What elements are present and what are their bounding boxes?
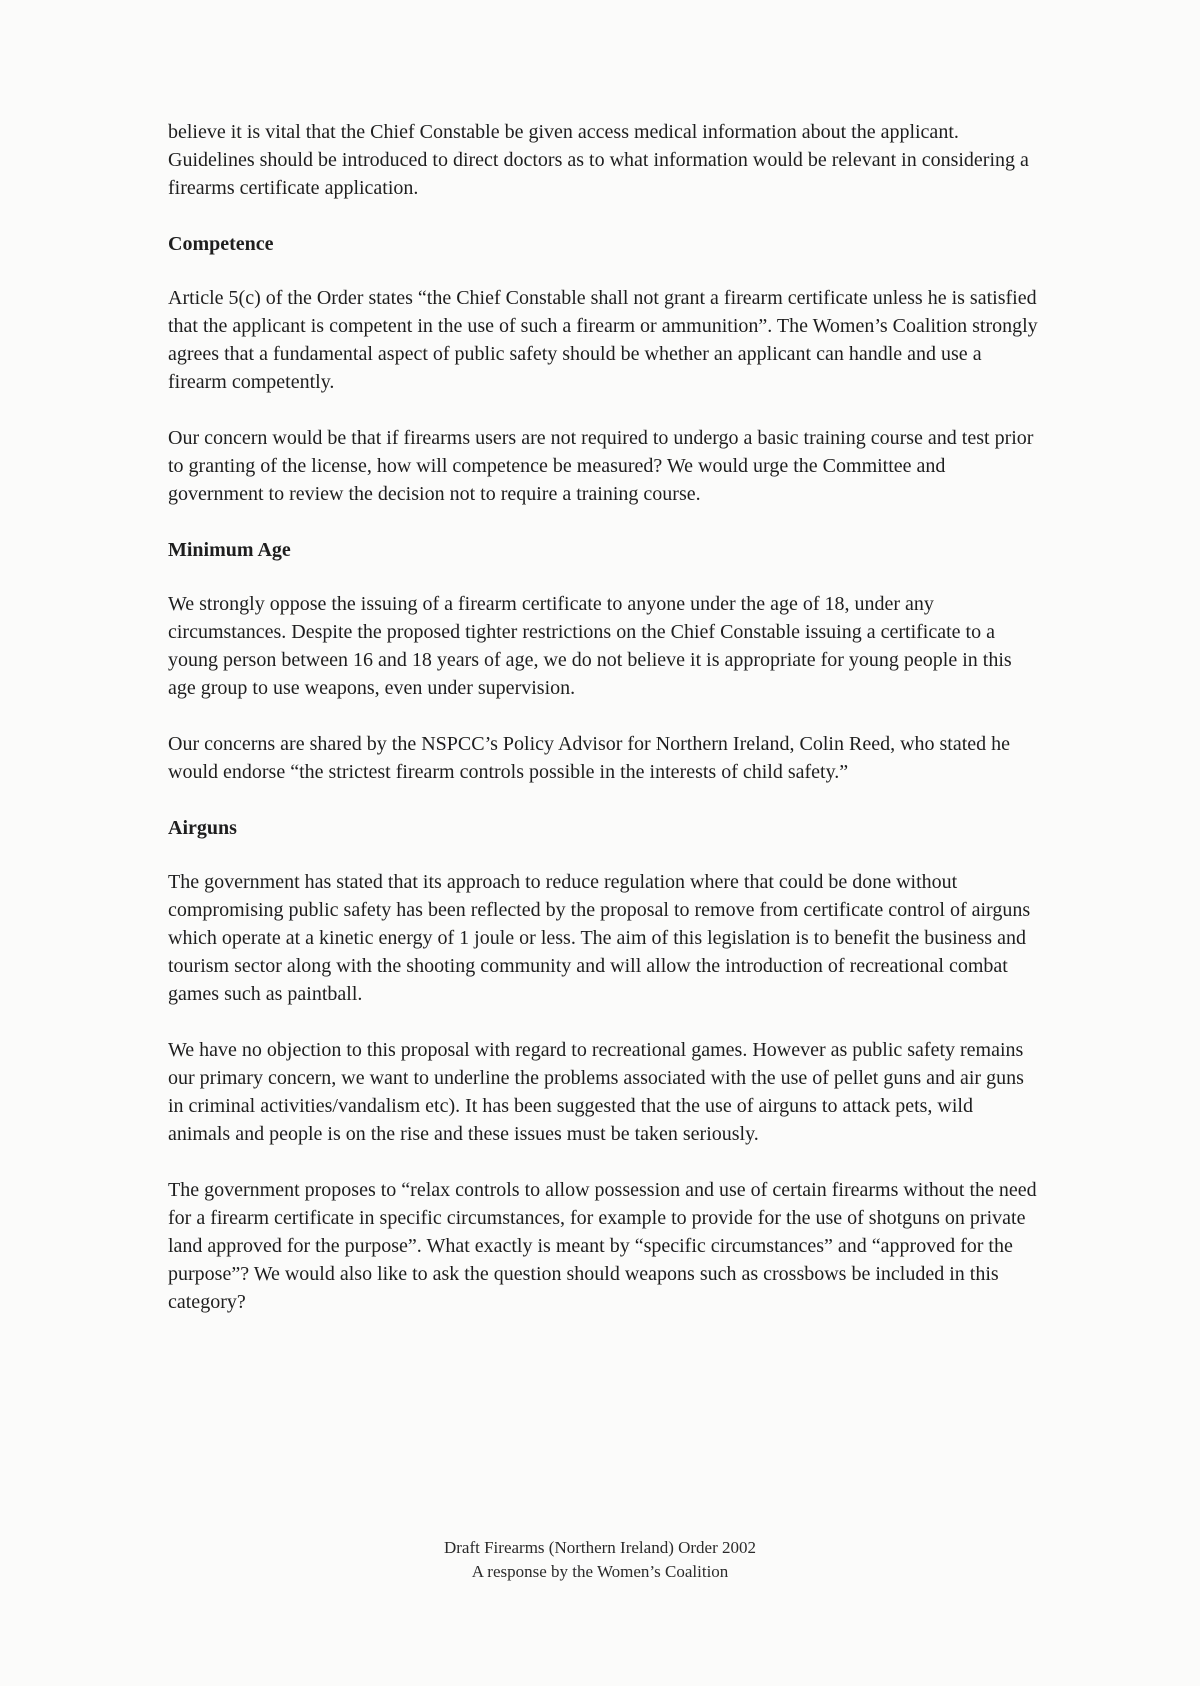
- heading-competence: Competence: [168, 233, 274, 255]
- footer-response-by: A response by the Women’s Coalition: [471, 1562, 729, 1581]
- paragraph-medical-information: believe it is vital that the Chief Constable be given access medical information about the applicant. Guidelines should be introduced to direct doctors as to what information would be relevant in considering a firearms certificate application.: [168, 121, 1029, 199]
- heading-minimum-age: Minimum Age: [168, 539, 291, 561]
- paragraph-airgun-regulation: The government has stated that its approach to reduce regulation where that could be done without compromising public safety has been reflected by the proposal to remove from certificate control of airguns which operate at a kinetic energy of 1 joule or less. The aim of this legislation is to benefit the business and tourism sector along with the shooting community and will allow the introduction of recreational combat games such as paintball.: [168, 871, 1031, 1005]
- heading-airguns: Airguns: [168, 817, 237, 839]
- paragraph-nspcc-concerns: Our concerns are shared by the NSPCC’s Policy Advisor for Northern Ireland, Colin Reed, who stated he would endorse “the strictest firearm controls possible in the interests of child safety.”: [168, 733, 1011, 783]
- page-footer: [0, 1536, 1200, 1584]
- paragraph-training-concern: Our concern would be that if firearms users are not required to undergo a basic training course and test prior to granting of the license, how will competence be measured? We would urge the Committee and government to review the decision not to require a training course.: [168, 427, 1034, 505]
- document-body: [168, 118, 1038, 1344]
- paragraph-oppose-under-18: We strongly oppose the issuing of a firearm certificate to anyone under the age of 18, under any circumstances. Despite the proposed tighter restrictions on the Chief Constable issuing a certificate to a young person between 16 and 18 years of age, we do not believe it is appropriate for young people in this age group to use weapons, even under supervision.: [168, 593, 1012, 699]
- footer-document-title: Draft Firearms (Northern Ireland) Order 2002: [443, 1538, 757, 1557]
- paragraph-recreational-games: We have no objection to this proposal with regard to recreational games. However as public safety remains our primary concern, we want to underline the problems associated with the use of pellet guns and air guns in criminal activities/vandalism etc). It has been suggested that the use of airguns to attack pets, wild animals and people is on the rise and these issues must be taken seriously.: [168, 1039, 1024, 1145]
- paragraph-relax-controls: The government proposes to “relax controls to allow possession and use of certain firearms without the need for a firearm certificate in specific circumstances, for example to provide for the use of shotguns on private land approved for the purpose”. What exactly is meant by “specific circumstances” and “approved for the purpose”? We would also like to ask the question should weapons such as crossbows be included in this category?: [168, 1179, 1037, 1313]
- paragraph-article-5c: Article 5(c) of the Order states “the Chief Constable shall not grant a firearm certificate unless he is satisfied that the applicant is competent in the use of such a firearm or ammunition”. The Women’s Coalition strongly agrees that a fundamental aspect of public safety should be whether an applicant can handle and use a firearm competently.: [168, 287, 1038, 393]
